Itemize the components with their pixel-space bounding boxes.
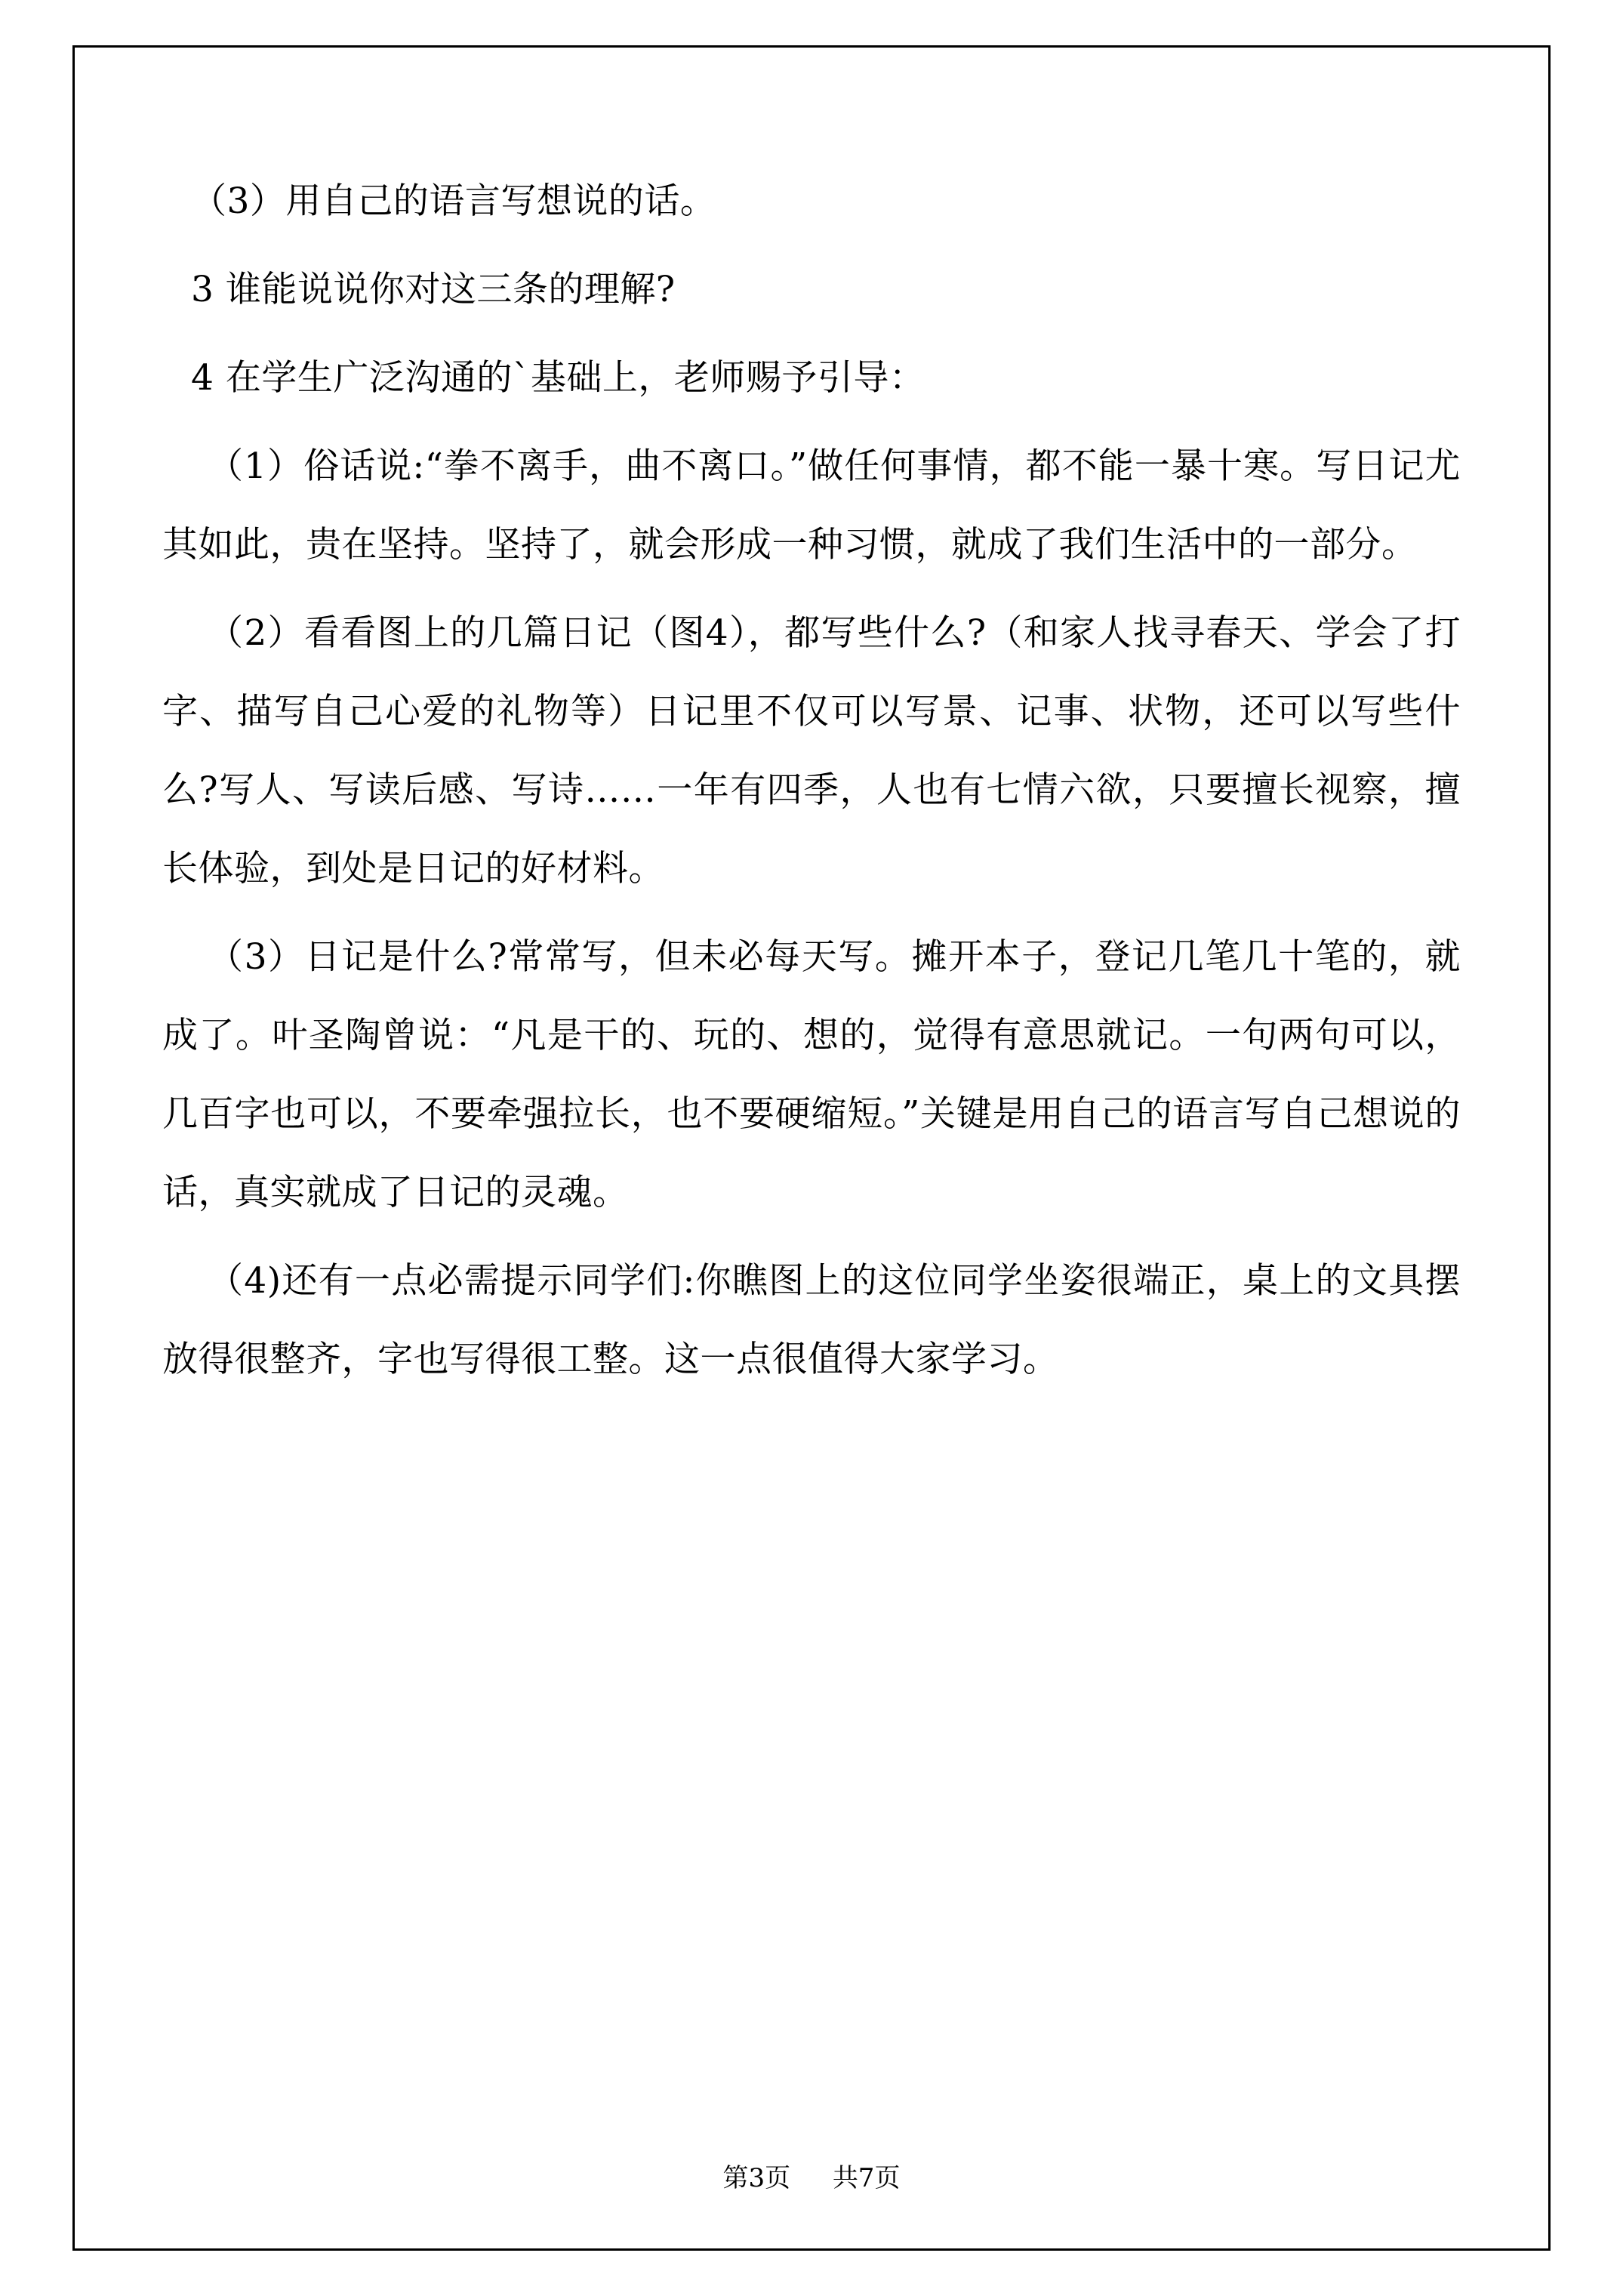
paragraph: （3）日记是什么?常常写，但未必每天写。摊开本子，登记几笔几十笔的，就成了。叶圣陶曾说：“凡是干的、玩的、想的，觉得有意思就记。一句两句可以，几百字也可以，不要牵强拉长，也不要硬缩短。”关键是用自己的语言写自己想说的话，真实就成了日记的灵魂。: [162, 936, 1461, 1213]
document-body: [162, 162, 1461, 1409]
footer-total-pages: 共7页: [832, 2163, 901, 2193]
paragraph: 3 谁能说说你对这三条的理解?: [191, 269, 676, 310]
footer-current-page: 第3页: [722, 2163, 791, 2193]
paragraph: （2）看看图上的几篇日记（图4），都写些什么?（和家人找寻春天、学会了打字、描写自己心爱的礼物等）日记里不仅可以写景、记事、状物，还可以写些什么?写人、写读后感、写诗……一年有四季，人也有七情六欲，只要擅长视察，擅长体验，到处是日记的好材料。: [162, 612, 1461, 889]
paragraph: （1）俗话说:“拳不离手，曲不离口。”做任何事情，都不能一暴十寒。写日记尤其如此，贵在坚持。坚持了，就会形成一种习惯，就成了我们生活中的一部分。: [162, 445, 1461, 566]
paragraph: 4 在学生广泛沟通的`基础上，老师赐予引导：: [191, 357, 925, 399]
paragraph: （3）用自己的语言写想说的话。: [191, 180, 716, 222]
page-footer: [0, 2157, 1623, 2194]
paragraph: （4)还有一点必需提示同学们:你瞧图上的这位同学坐姿很端正，桌上的文具摆放得很整齐，字也写得很工整。这一点很值得大家学习。: [162, 1260, 1461, 1380]
